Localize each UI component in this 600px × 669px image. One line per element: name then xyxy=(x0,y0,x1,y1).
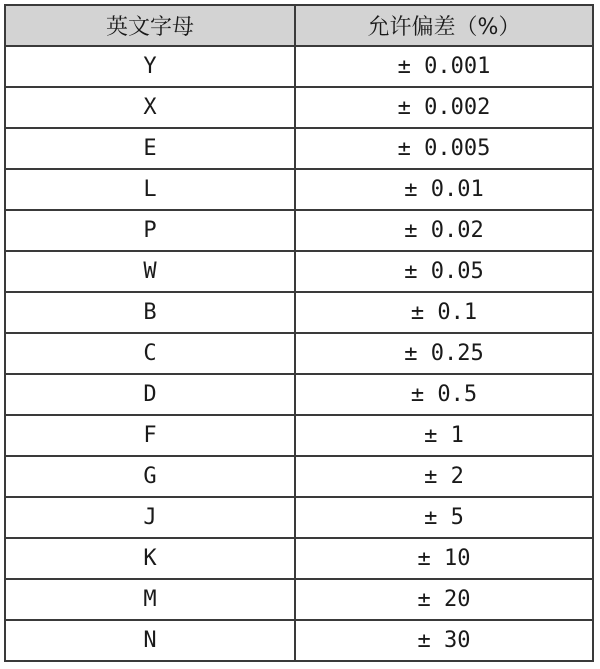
header-letter: 英文字母 xyxy=(5,5,295,46)
table-row xyxy=(5,128,593,169)
tolerance-cell: ± 10 xyxy=(295,538,593,579)
tolerance-cell: ± 1 xyxy=(295,415,593,456)
tolerance-cell: ± 0.005 xyxy=(295,128,593,169)
table-row xyxy=(5,251,593,292)
tolerance-cell: ± 0.002 xyxy=(295,87,593,128)
table-row xyxy=(5,210,593,251)
tolerance-cell: ± 0.001 xyxy=(295,46,593,87)
letter-cell: J xyxy=(5,497,295,538)
letter-cell: W xyxy=(5,251,295,292)
tolerance-cell: ± 0.02 xyxy=(295,210,593,251)
tolerance-cell: ± 0.25 xyxy=(295,333,593,374)
table-row xyxy=(5,46,593,87)
tolerance-cell: ± 0.1 xyxy=(295,292,593,333)
tolerance-cell: ± 20 xyxy=(295,579,593,620)
letter-cell: P xyxy=(5,210,295,251)
tolerance-cell: ± 30 xyxy=(295,620,593,661)
table-row xyxy=(5,292,593,333)
header-tolerance: 允许偏差（%） xyxy=(295,5,593,46)
table-header-row xyxy=(5,5,593,46)
table-row xyxy=(5,538,593,579)
letter-cell: C xyxy=(5,333,295,374)
letter-cell: X xyxy=(5,87,295,128)
table-row xyxy=(5,374,593,415)
table-row xyxy=(5,333,593,374)
table-row xyxy=(5,169,593,210)
letter-cell: G xyxy=(5,456,295,497)
letter-cell: N xyxy=(5,620,295,661)
letter-cell: E xyxy=(5,128,295,169)
letter-cell: F xyxy=(5,415,295,456)
table-row xyxy=(5,620,593,661)
tolerance-cell: ± 0.01 xyxy=(295,169,593,210)
tolerance-cell: ± 5 xyxy=(295,497,593,538)
letter-cell: K xyxy=(5,538,295,579)
table-row xyxy=(5,579,593,620)
letter-cell: D xyxy=(5,374,295,415)
table-row xyxy=(5,456,593,497)
table-row xyxy=(5,497,593,538)
letter-cell: Y xyxy=(5,46,295,87)
tolerance-cell: ± 0.05 xyxy=(295,251,593,292)
tolerance-cell: ± 0.5 xyxy=(295,374,593,415)
table-row xyxy=(5,87,593,128)
tolerance-code-table xyxy=(4,4,594,662)
letter-cell: M xyxy=(5,579,295,620)
table-row xyxy=(5,415,593,456)
letter-cell: B xyxy=(5,292,295,333)
tolerance-cell: ± 2 xyxy=(295,456,593,497)
letter-cell: L xyxy=(5,169,295,210)
